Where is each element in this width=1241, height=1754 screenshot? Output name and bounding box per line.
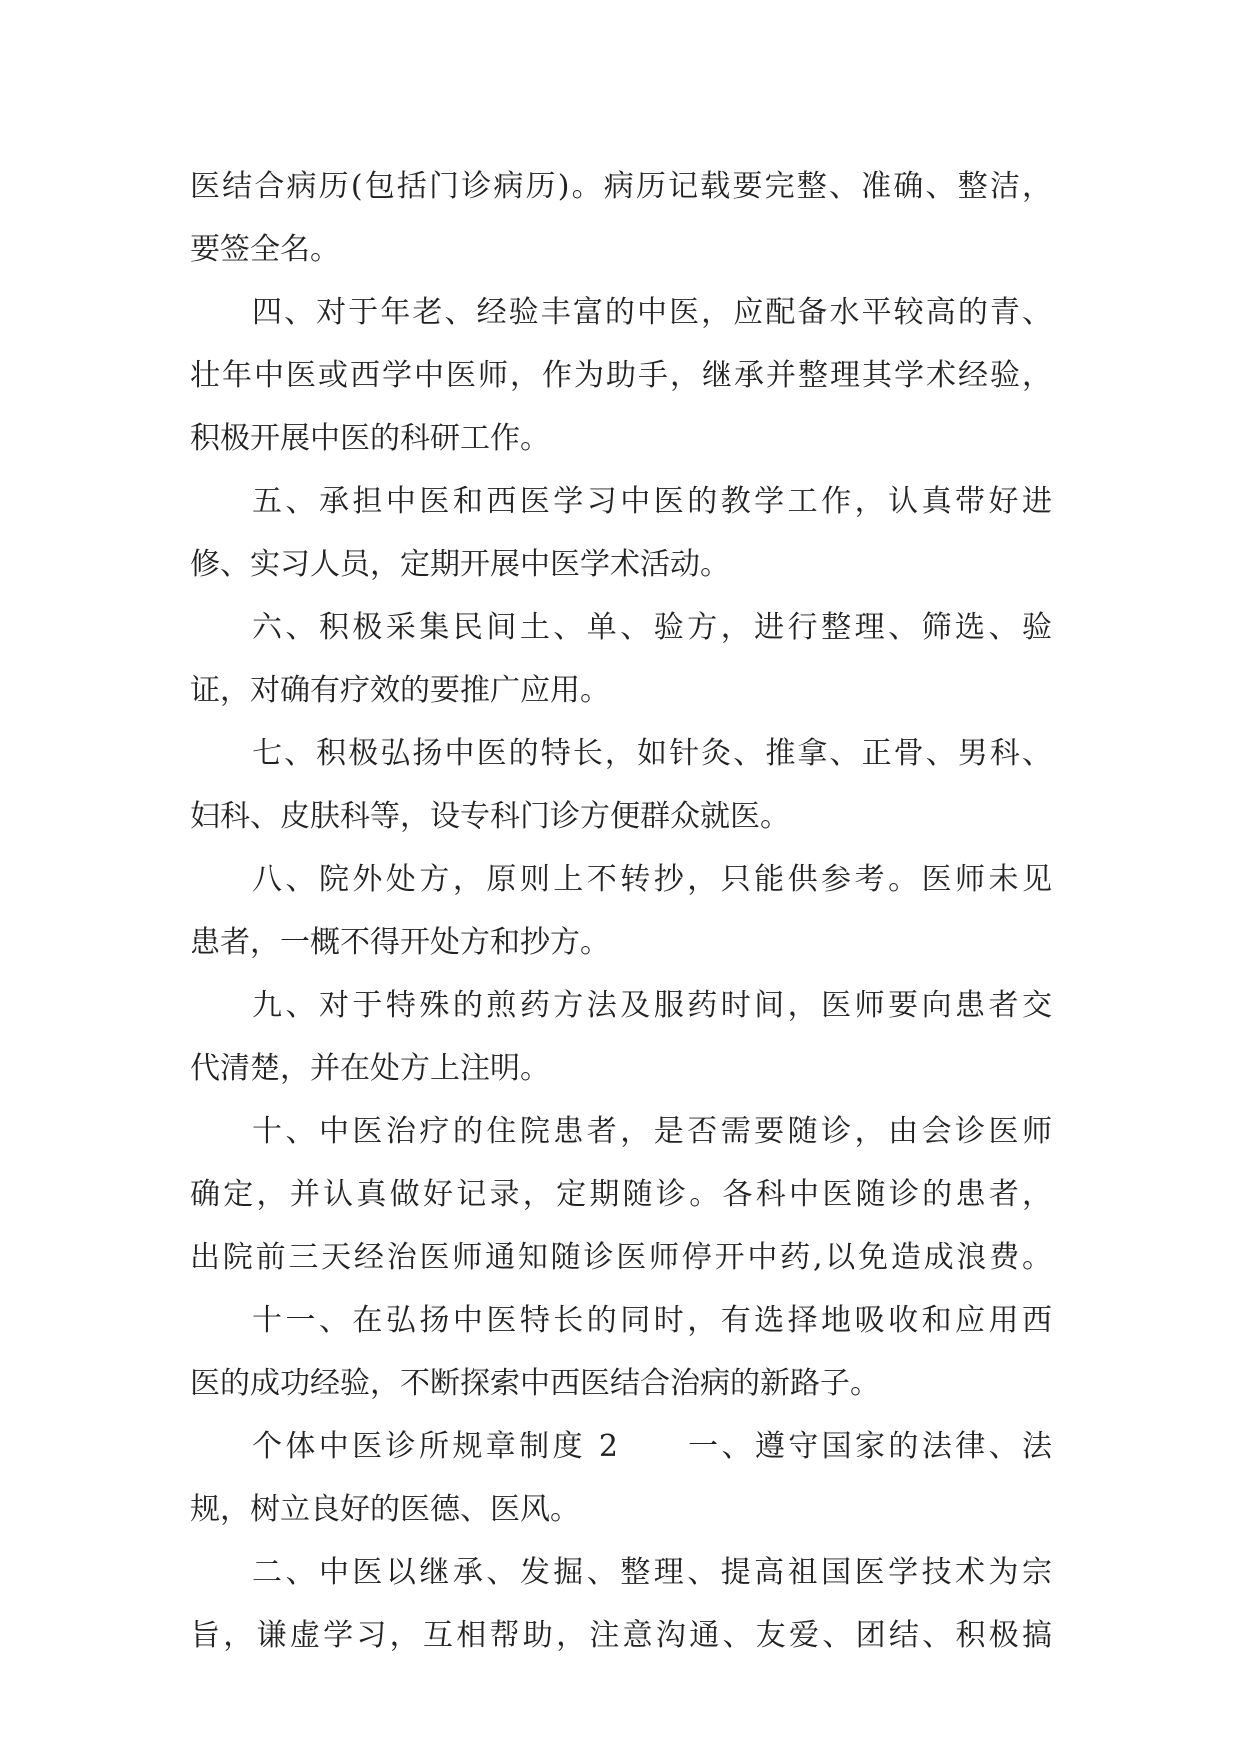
text-line: 证，对确有疗效的要推广应用。	[190, 673, 610, 708]
text-line: 十一、在弘扬中医特长的同时，有选择地吸收和应用西	[252, 1303, 1052, 1338]
text-line: 四、对于年老、经验丰富的中医，应配备水平较高的青、	[252, 295, 1052, 330]
text-line: 医结合病历(包括门诊病历)。病历记载要完整、准确、整洁，	[190, 169, 1052, 204]
text-line: 修、实习人员，定期开展中医学术活动。	[190, 547, 730, 582]
text-line: 患者，一概不得开处方和抄方。	[190, 925, 610, 960]
text-line: 确定，并认真做好记录，定期随诊。各科中医随诊的患者，	[190, 1177, 1052, 1212]
text-line: 十、中医治疗的住院患者，是否需要随诊，由会诊医师	[252, 1114, 1052, 1149]
text-line: 个体中医诊所规章制度 2 一、遵守国家的法律、法	[252, 1429, 1052, 1464]
text-line: 妇科、皮肤科等，设专科门诊方便群众就医。	[190, 799, 790, 834]
text-line: 壮年中医或西学中医师，作为助手，继承并整理其学术经验，	[190, 358, 1052, 393]
text-line: 五、承担中医和西医学习中医的教学工作，认真带好进	[252, 484, 1052, 519]
document-body	[190, 155, 1052, 1667]
text-line: 医的成功经验，不断探索中西医结合治病的新路子。	[190, 1366, 880, 1401]
text-line: 出院前三天经治医师通知随诊医师停开中药,以免造成浪费。	[190, 1240, 1052, 1275]
text-line: 九、对于特殊的煎药方法及服药时间，医师要向患者交	[252, 988, 1052, 1023]
text-line: 七、积极弘扬中医的特长，如针灸、推拿、正骨、男科、	[252, 736, 1052, 771]
text-line: 积极开展中医的科研工作。	[190, 421, 550, 456]
text-line: 八、院外处方，原则上不转抄，只能供参考。医师未见	[252, 862, 1052, 897]
text-line: 旨，谦虚学习，互相帮助，注意沟通、友爱、团结、积极搞	[190, 1618, 1052, 1653]
text-line: 六、积极采集民间土、单、验方，进行整理、筛选、验	[252, 610, 1052, 645]
text-line: 要签全名。	[190, 232, 340, 267]
text-line: 二、中医以继承、发掘、整理、提高祖国医学技术为宗	[252, 1555, 1052, 1590]
text-line: 代清楚，并在处方上注明。	[190, 1051, 550, 1086]
text-line: 规，树立良好的医德、医风。	[190, 1492, 580, 1527]
